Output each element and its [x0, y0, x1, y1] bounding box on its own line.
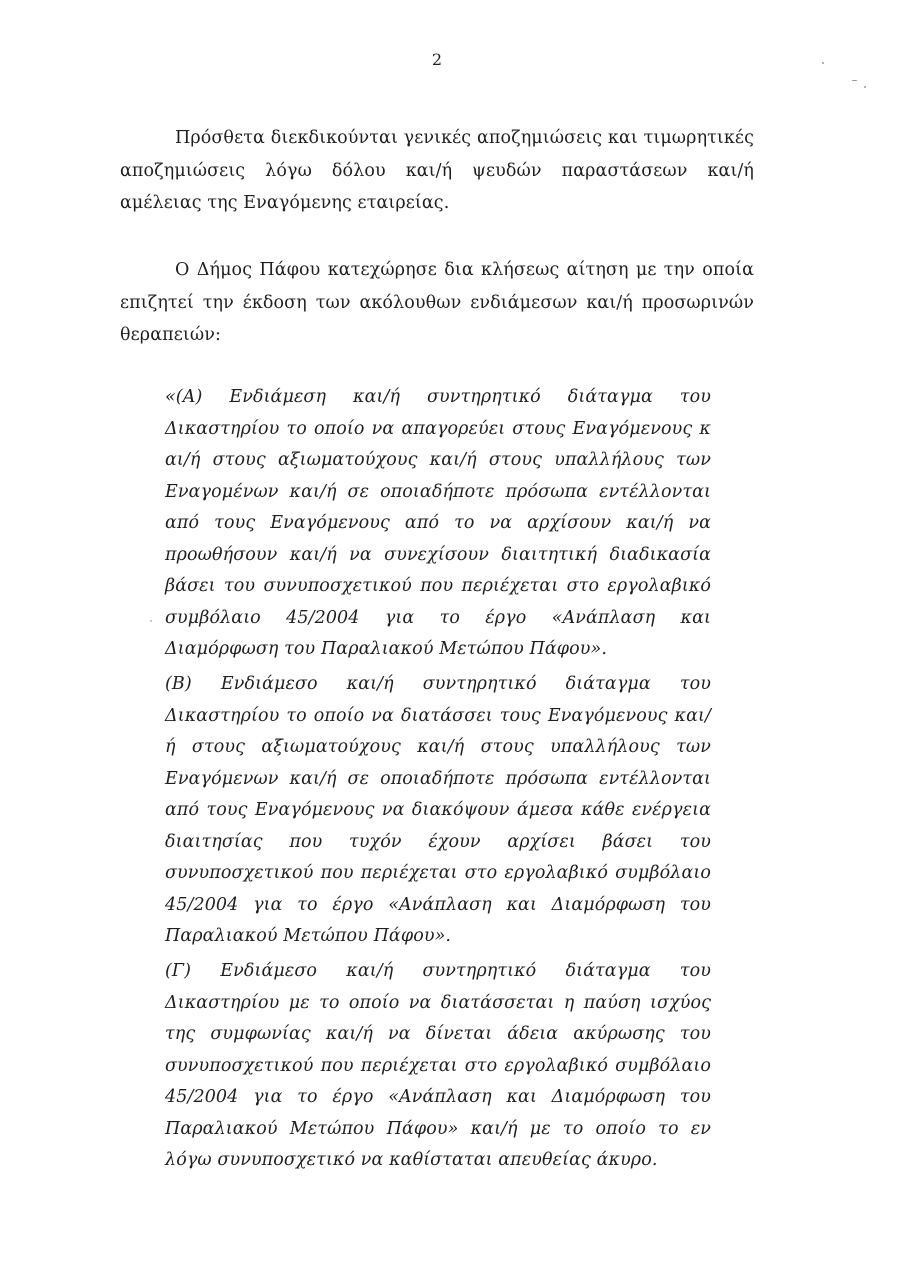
remedy-a: «(Α) Ενδιάμεση και/ή συντηρητικό διάταγμα του Δικαστηρίου το οποίο να απαγορεύει στους Εναγόμενους κ αι/ή στους αξιωματούχους και/ή στους υπαλλήλους των Εναγομένων και/ή σε οποιαδήποτε πρόσωπα εντέλλονται από τους Εναγόμενους από το να αρχίσουν και/ή να προωθήσουν και/ή να συνεχίσουν διαιτητική διαδικασία βάσει του συνυποσχετικού που περιέχεται στο εργολαβικό συμβόλαιο 45/2004 για το έργο «Ανάπλαση και Διαμόρφωση του Παραλιακού Μετώπου Πάφου».	[165, 387, 711, 659]
page-number: 2	[431, 50, 443, 69]
paragraph-application: Ο Δήμος Πάφου κατεχώρησε δια κλήσεως αίτηση με την οποία επιζητεί την έκδοση των ακόλουθων ενδιάμεσων και/ή προσωρινών θεραπειών:	[120, 260, 754, 345]
scan-speck	[864, 86, 866, 88]
scan-speck	[150, 620, 152, 622]
paragraph-damages: Πρόσθετα διεκδικούνται γενικές αποζημιώσεις και τιμωρητικές αποζημιώσεις λόγω δόλου και/ή ψευδών παραστάσεων και/ή αμέλειας της Εναγόμενης εταιρείας.	[120, 128, 754, 213]
scan-speck	[852, 80, 857, 81]
remedy-b: (Β) Ενδιάμεσο και/ή συντηρητικό διάταγμα του Δικαστηρίου το οποίο να διατάσσει τους Εναγόμενους και/ή στους αξιωματούχους και/ή στους υπαλλήλους των Εναγόμενων και/ή σε οποιαδήποτε πρόσωπα εντέλλονται από τους Εναγόμενους να διακόψουν άμεσα κάθε ενέργεια διαιτησίας που τυχόν έχουν αρχίσει βάσει του συνυποσχετικού που περιέχεται στο εργολαβικό συμβόλαιο 45/2004 για το έργο «Ανάπλαση και Διαμόρφωση του Παραλιακού Μετώπου Πάφου».	[165, 674, 711, 946]
scan-speck	[822, 62, 824, 64]
remedy-g: (Γ) Ενδιάμεσο και/ή συντηρητικό διάταγμα του Δικαστηρίου με το οποίο να διατάσσεται η παύση ισχύος της συμφωνίας και/ή να δίνεται άδεια ακύρωσης του συνυποσχετικού που περιέχεται στο εργολαβικό συμβόλαιο 45/2004 για το έργο «Ανάπλαση και Διαμόρφωση του Παραλιακού Μετώπου Πάφου» και/ή με το οποίο το εν λόγω συνυποσχετικό να καθίσταται απευθείας άκυρο.	[165, 961, 711, 1170]
